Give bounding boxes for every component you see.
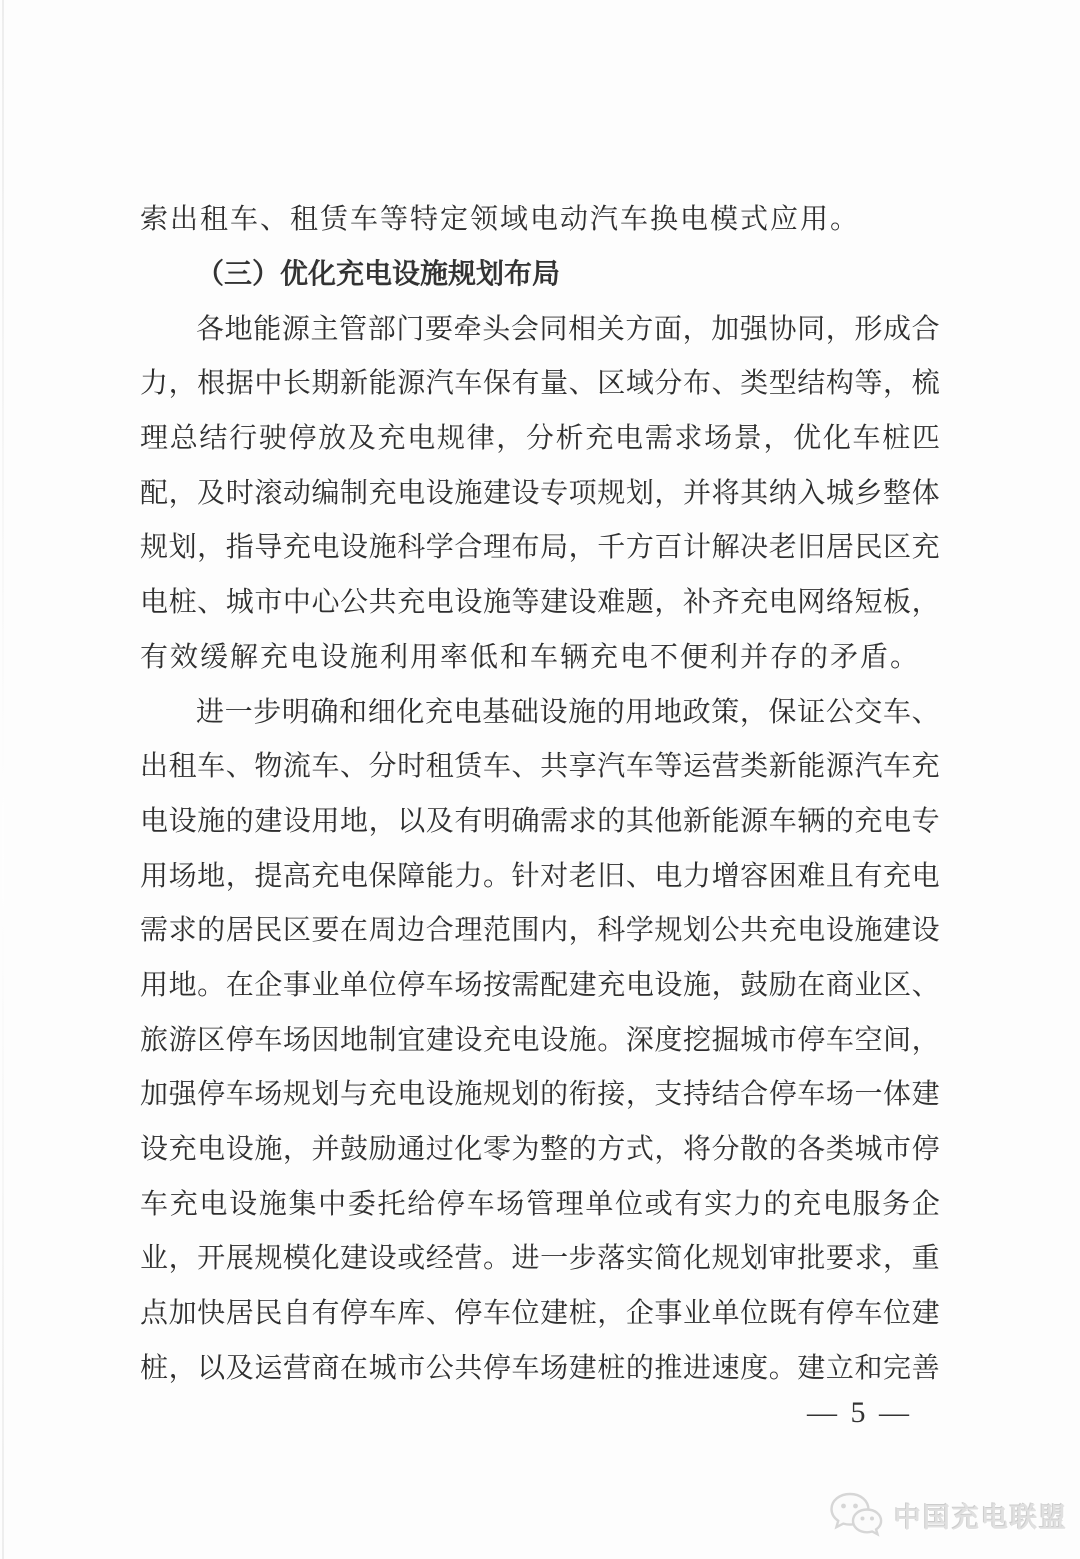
document-body — [140, 190, 940, 1393]
document-line: 用 场 地 ， 提 高 充 电 保 障 能 力 。 针 对 老 旧 、 电 力 增 容 困 难 且 有 充 电 — [140, 860, 940, 892]
document-line: 设 充 电 设 施 ， 并 鼓 励 通 过 化 零 为 整 的 方 式 ， 将 分 散 的 各 类 城 市 停 — [140, 1134, 940, 1166]
document-line: 各 地 能 源 主 管 部 门 要 牵 头 会 同 相 关 方 面 ， 加 强 协 同 ， 形 成 合 — [196, 313, 940, 345]
page-number: — 5 — — [807, 1396, 912, 1429]
scan-edge-artifact — [2, 0, 4, 1559]
document-line: 规 划 ， 指 导 充 电 设 施 科 学 合 理 布 局 ， 千 方 百 计 解 决 老 旧 居 民 区 充 — [140, 532, 940, 564]
document-line: 车 充 电 设 施 集 中 委 托 给 停 车 场 管 理 单 位 或 有 实 力 的 充 电 服 务 企 — [140, 1188, 940, 1220]
document-line: 索出租车、租赁车等特定领域电动汽车换电模式应用。 — [140, 204, 861, 236]
document-line: 加 强 停 车 场 规 划 与 充 电 设 施 规 划 的 衔 接 ， 支 持 结 合 停 车 场 一 体 建 — [140, 1079, 940, 1111]
document-line: 有效缓解充电设施利用率低和车辆充电不便利并存的矛盾。 — [140, 641, 921, 673]
document-line: 桩 ， 以 及 运 营 商 在 城 市 公 共 停 车 场 建 桩 的 推 进 速 度 。 建 立 和 完 善 — [140, 1352, 940, 1384]
section-heading: （三）优化充电设施规划布局 — [196, 259, 561, 291]
document-line: 旅 游 区 停 车 场 因 地 制 宜 建 设 充 电 设 施 。 深 度 挖 掘 城 市 停 车 空 间 ， — [140, 1024, 940, 1056]
document-line: 用 地 。 在 企 事 业 单 位 停 车 场 按 需 配 建 充 电 设 施 ， 鼓 励 在 商 业 区 、 — [140, 969, 940, 1001]
wechat-icon — [828, 1490, 884, 1540]
watermark-label: 中国充电联盟 — [894, 1502, 1068, 1533]
document-line: 电 桩 、 城 市 中 心 公 共 充 电 设 施 等 建 设 难 题 ， 补 齐 充 电 网 络 短 板 ， — [140, 587, 940, 619]
document-line: 出 租 车 、 物 流 车 、 分 时 租 赁 车 、 共 享 汽 车 等 运 营 类 新 能 源 汽 车 充 — [140, 751, 940, 783]
document-line: 需 求 的 居 民 区 要 在 周 边 合 理 范 围 内 ， 科 学 规 划 公 共 充 电 设 施 建 设 — [140, 915, 940, 947]
document-line: 进 一 步 明 确 和 细 化 充 电 基 础 设 施 的 用 地 政 策 ， 保 证 公 交 车 、 — [196, 696, 940, 728]
document-line: 配 ， 及 时 滚 动 编 制 充 电 设 施 建 设 专 项 规 划 ， 并 将 其 纳 入 城 乡 整 体 — [140, 477, 940, 509]
document-line: 力 ， 根 据 中 长 期 新 能 源 汽 车 保 有 量 、 区 域 分 布 、 类 型 结 构 等 ， 梳 — [140, 368, 940, 400]
document-line: 点 加 快 居 民 自 有 停 车 库 、 停 车 位 建 桩 ， 企 事 业 单 位 既 有 停 车 位 建 — [140, 1298, 940, 1330]
document-line: 理 总 结 行 驶 停 放 及 充 电 规 律 ， 分 析 充 电 需 求 场 景 ， 优 化 车 桩 匹 — [140, 423, 940, 455]
document-line: 电 设 施 的 建 设 用 地 ， 以 及 有 明 确 需 求 的 其 他 新 能 源 车 辆 的 充 电 专 — [140, 805, 940, 837]
document-line: 业 ， 开 展 规 模 化 建 设 或 经 营 。 进 一 步 落 实 简 化 规 划 审 批 要 求 ， 重 — [140, 1243, 940, 1275]
watermark — [828, 1490, 1068, 1540]
